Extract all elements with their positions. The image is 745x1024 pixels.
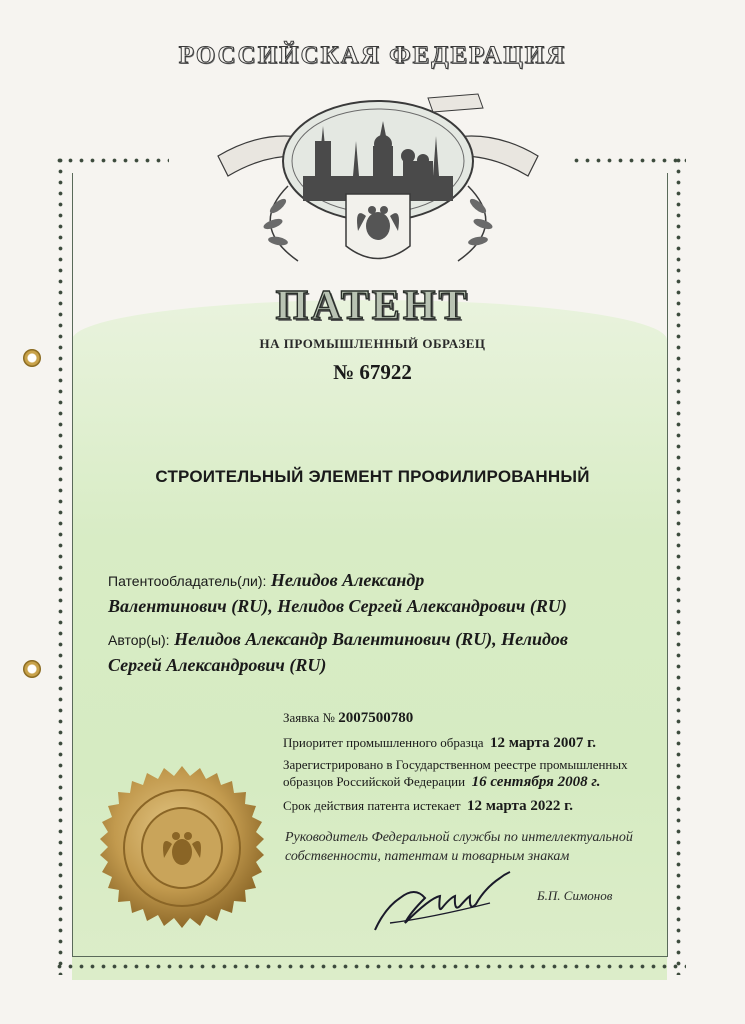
registered-label-line2: образцов Российской Федерации — [283, 774, 466, 789]
patent-authors — [108, 627, 648, 678]
application-line — [283, 710, 663, 727]
signer-name: Б.П. Симонов — [537, 888, 613, 903]
expiry-line — [283, 798, 663, 815]
priority-line — [283, 735, 663, 752]
patent-holders — [108, 568, 648, 619]
authors-label: Автор(ы): — [108, 632, 170, 648]
authors-value-line2: Сергей Александрович (RU) — [108, 655, 327, 675]
document-type-title: ПАТЕНТ — [275, 283, 470, 329]
registered-line2 — [283, 774, 663, 791]
head-line1: Руководитель Федеральной службы по интеллектуальной — [285, 830, 633, 845]
registered-label-line1: Зарегистрировано в Государственном реестре промышленных — [283, 757, 628, 772]
priority-date: 12 марта 2007 г. — [490, 735, 596, 751]
registered-line1 — [283, 757, 663, 773]
registered-date: 16 сентября 2008 г. — [471, 774, 601, 790]
expiry-label: Срок действия патента истекает — [283, 798, 461, 813]
signature-icon — [370, 868, 520, 938]
holders-value-line2: Валентинович (RU), Нелидов Сергей Александрович (RU) — [108, 596, 567, 616]
head-line2: собственности, патентам и товарным знакам — [285, 849, 570, 864]
application-number: 2007500780 — [338, 710, 414, 726]
holders-label: Патентообладатель(ли): — [108, 573, 267, 589]
holders-value-line1: Нелидов Александр — [270, 570, 425, 590]
gold-seal-icon — [98, 764, 266, 932]
service-head-title — [285, 828, 665, 866]
priority-label: Приоритет промышленного образца — [283, 735, 484, 750]
application-label: Заявка № — [283, 710, 335, 725]
expiry-date: 12 марта 2022 г. — [467, 798, 573, 814]
patent-number: № 67922 — [333, 360, 412, 384]
authors-value-line1: Нелидов Александр Валентинович (RU), Нелидов — [174, 629, 568, 649]
country-title: РОССИЙСКАЯ ФЕДЕРАЦИЯ — [178, 42, 567, 69]
patent-subtitle: НА ПРОМЫШЛЕННЫЙ ОБРАЗЕЦ — [259, 336, 486, 351]
kremlin-emblem-icon — [178, 86, 578, 276]
invention-title: СТРОИТЕЛЬНЫЙ ЭЛЕМЕНТ ПРОФИЛИРОВАННЫЙ — [155, 467, 590, 486]
binding-hole-icon — [23, 660, 41, 678]
